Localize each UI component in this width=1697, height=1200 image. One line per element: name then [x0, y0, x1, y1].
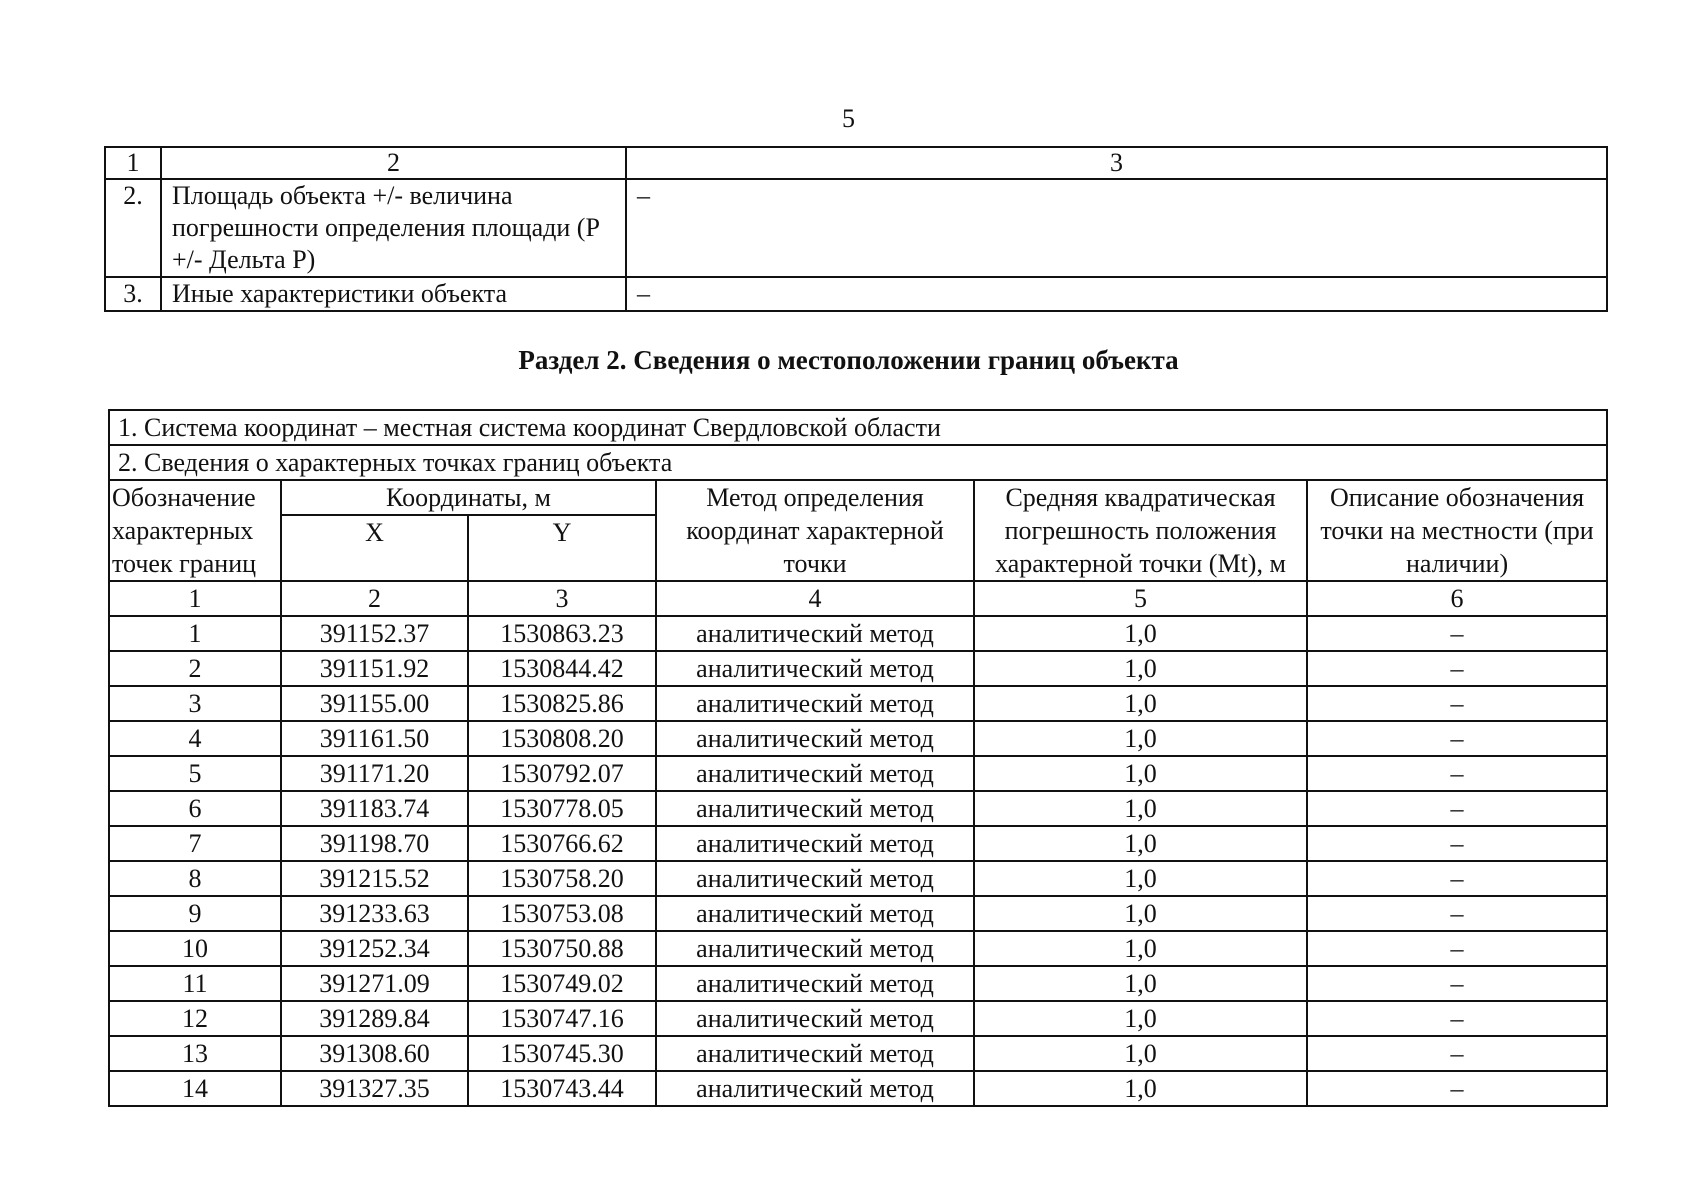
coord-y: 1530758.20: [468, 861, 656, 896]
table-row: [109, 861, 1607, 896]
description-cell: –: [1307, 1001, 1607, 1036]
coord-x: 391183.74: [281, 791, 468, 826]
accuracy-cell: 1,0: [974, 861, 1307, 896]
table1-header-cell: 1: [105, 147, 161, 179]
description-cell: –: [1307, 966, 1607, 1001]
method-cell: аналитический метод: [656, 1001, 974, 1036]
row-number: 2.: [105, 179, 161, 277]
method-cell: аналитический метод: [656, 721, 974, 756]
description-cell: –: [1307, 756, 1607, 791]
description-cell: –: [1307, 896, 1607, 931]
table-row: [109, 791, 1607, 826]
header-description: Описание обозначения точки на местности (при наличии): [1307, 480, 1607, 581]
header-point-designation: Обозначение характерных точек границ: [109, 480, 281, 581]
coord-x: 391327.35: [281, 1071, 468, 1106]
table-row: [105, 277, 1607, 311]
accuracy-cell: 1,0: [974, 826, 1307, 861]
coord-x: 391271.09: [281, 966, 468, 1001]
coord-y: 1530792.07: [468, 756, 656, 791]
method-cell: аналитический метод: [656, 931, 974, 966]
point-number: 7: [109, 826, 281, 861]
accuracy-cell: 1,0: [974, 686, 1307, 721]
points-info-row: [109, 445, 1607, 480]
method-cell: аналитический метод: [656, 791, 974, 826]
table-row: [109, 651, 1607, 686]
method-cell: аналитический метод: [656, 616, 974, 651]
point-number: 5: [109, 756, 281, 791]
accuracy-cell: 1,0: [974, 1071, 1307, 1106]
table-row: [109, 1036, 1607, 1071]
accuracy-cell: 1,0: [974, 896, 1307, 931]
table-row: [109, 1071, 1607, 1106]
accuracy-cell: 1,0: [974, 616, 1307, 651]
point-number: 13: [109, 1036, 281, 1071]
coord-x: 391215.52: [281, 861, 468, 896]
table-row: [109, 1001, 1607, 1036]
point-number: 10: [109, 931, 281, 966]
column-number: 1: [109, 581, 281, 616]
coord-x: 391151.92: [281, 651, 468, 686]
coord-y: 1530743.44: [468, 1071, 656, 1106]
coord-system-text: 1. Система координат – местная система координат Свердловской области: [109, 410, 1607, 445]
method-cell: аналитический метод: [656, 756, 974, 791]
row-number: 3.: [105, 277, 161, 311]
point-number: 14: [109, 1071, 281, 1106]
point-number: 3: [109, 686, 281, 721]
column-number: 2: [281, 581, 468, 616]
coord-y: 1530863.23: [468, 616, 656, 651]
method-cell: аналитический метод: [656, 1036, 974, 1071]
object-characteristics-table: [104, 146, 1608, 312]
description-cell: –: [1307, 651, 1607, 686]
description-cell: –: [1307, 826, 1607, 861]
method-cell: аналитический метод: [656, 896, 974, 931]
description-cell: –: [1307, 791, 1607, 826]
column-number: 3: [468, 581, 656, 616]
table1-header-cell: 2: [161, 147, 626, 179]
header-accuracy: Средняя квадратическая погрешность положения характерной точки (Mt), м: [974, 480, 1307, 581]
coord-y: 1530766.62: [468, 826, 656, 861]
coord-y: 1530825.86: [468, 686, 656, 721]
method-cell: аналитический метод: [656, 686, 974, 721]
column-numbers-row: [109, 581, 1607, 616]
coord-y: 1530808.20: [468, 721, 656, 756]
description-cell: –: [1307, 861, 1607, 896]
coord-x: 391233.63: [281, 896, 468, 931]
row-label: Иные характеристики объекта: [161, 277, 626, 311]
method-cell: аналитический метод: [656, 966, 974, 1001]
method-cell: аналитический метод: [656, 651, 974, 686]
coord-y: 1530778.05: [468, 791, 656, 826]
point-number: 1: [109, 616, 281, 651]
row-label: Площадь объекта +/- величина погрешности определения площади (P +/- Дельта P): [161, 179, 626, 277]
description-cell: –: [1307, 721, 1607, 756]
column-number: 6: [1307, 581, 1607, 616]
column-number: 4: [656, 581, 974, 616]
accuracy-cell: 1,0: [974, 651, 1307, 686]
row-value: –: [626, 277, 1607, 311]
boundary-points-table: [108, 409, 1608, 1107]
table1-header-row: [105, 147, 1607, 179]
coord-y: 1530747.16: [468, 1001, 656, 1036]
coord-y: 1530749.02: [468, 966, 656, 1001]
description-cell: –: [1307, 616, 1607, 651]
points-info-text: 2. Сведения о характерных точках границ объекта: [109, 445, 1607, 480]
accuracy-cell: 1,0: [974, 931, 1307, 966]
coord-x: 391252.34: [281, 931, 468, 966]
table-row: [109, 896, 1607, 931]
method-cell: аналитический метод: [656, 1071, 974, 1106]
column-number: 5: [974, 581, 1307, 616]
table-row: [109, 686, 1607, 721]
accuracy-cell: 1,0: [974, 1036, 1307, 1071]
accuracy-cell: 1,0: [974, 756, 1307, 791]
accuracy-cell: 1,0: [974, 721, 1307, 756]
accuracy-cell: 1,0: [974, 791, 1307, 826]
description-cell: –: [1307, 686, 1607, 721]
table1-header-cell: 3: [626, 147, 1607, 179]
section-title: Раздел 2. Сведения о местоположении границ объекта: [518, 345, 1179, 375]
coord-system-row: [109, 410, 1607, 445]
point-number: 11: [109, 966, 281, 1001]
header-method: Метод определения координат характерной точки: [656, 480, 974, 581]
description-cell: –: [1307, 1036, 1607, 1071]
table-row: [109, 756, 1607, 791]
header-coordinates: Координаты, м: [281, 480, 656, 515]
method-cell: аналитический метод: [656, 861, 974, 896]
point-number: 6: [109, 791, 281, 826]
header-y: Y: [468, 515, 656, 581]
table-row: [109, 616, 1607, 651]
coord-x: 391308.60: [281, 1036, 468, 1071]
header-row: [109, 480, 1607, 515]
accuracy-cell: 1,0: [974, 1001, 1307, 1036]
coord-x: 391171.20: [281, 756, 468, 791]
table-row: [109, 966, 1607, 1001]
points-body: [109, 616, 1607, 1106]
table-row: [109, 826, 1607, 861]
table-row: [109, 721, 1607, 756]
table-row: [105, 179, 1607, 277]
accuracy-cell: 1,0: [974, 966, 1307, 1001]
coord-x: 391152.37: [281, 616, 468, 651]
coord-y: 1530844.42: [468, 651, 656, 686]
coord-y: 1530750.88: [468, 931, 656, 966]
coord-x: 391161.50: [281, 721, 468, 756]
coord-y: 1530753.08: [468, 896, 656, 931]
description-cell: –: [1307, 931, 1607, 966]
coord-x: 391198.70: [281, 826, 468, 861]
point-number: 4: [109, 721, 281, 756]
coord-y: 1530745.30: [468, 1036, 656, 1071]
point-number: 2: [109, 651, 281, 686]
header-x: X: [281, 515, 468, 581]
point-number: 8: [109, 861, 281, 896]
description-cell: –: [1307, 1071, 1607, 1106]
table-row: [109, 931, 1607, 966]
coord-x: 391155.00: [281, 686, 468, 721]
method-cell: аналитический метод: [656, 826, 974, 861]
row-value: –: [626, 179, 1607, 277]
coord-x: 391289.84: [281, 1001, 468, 1036]
page-number: 5: [842, 104, 855, 133]
point-number: 9: [109, 896, 281, 931]
point-number: 12: [109, 1001, 281, 1036]
